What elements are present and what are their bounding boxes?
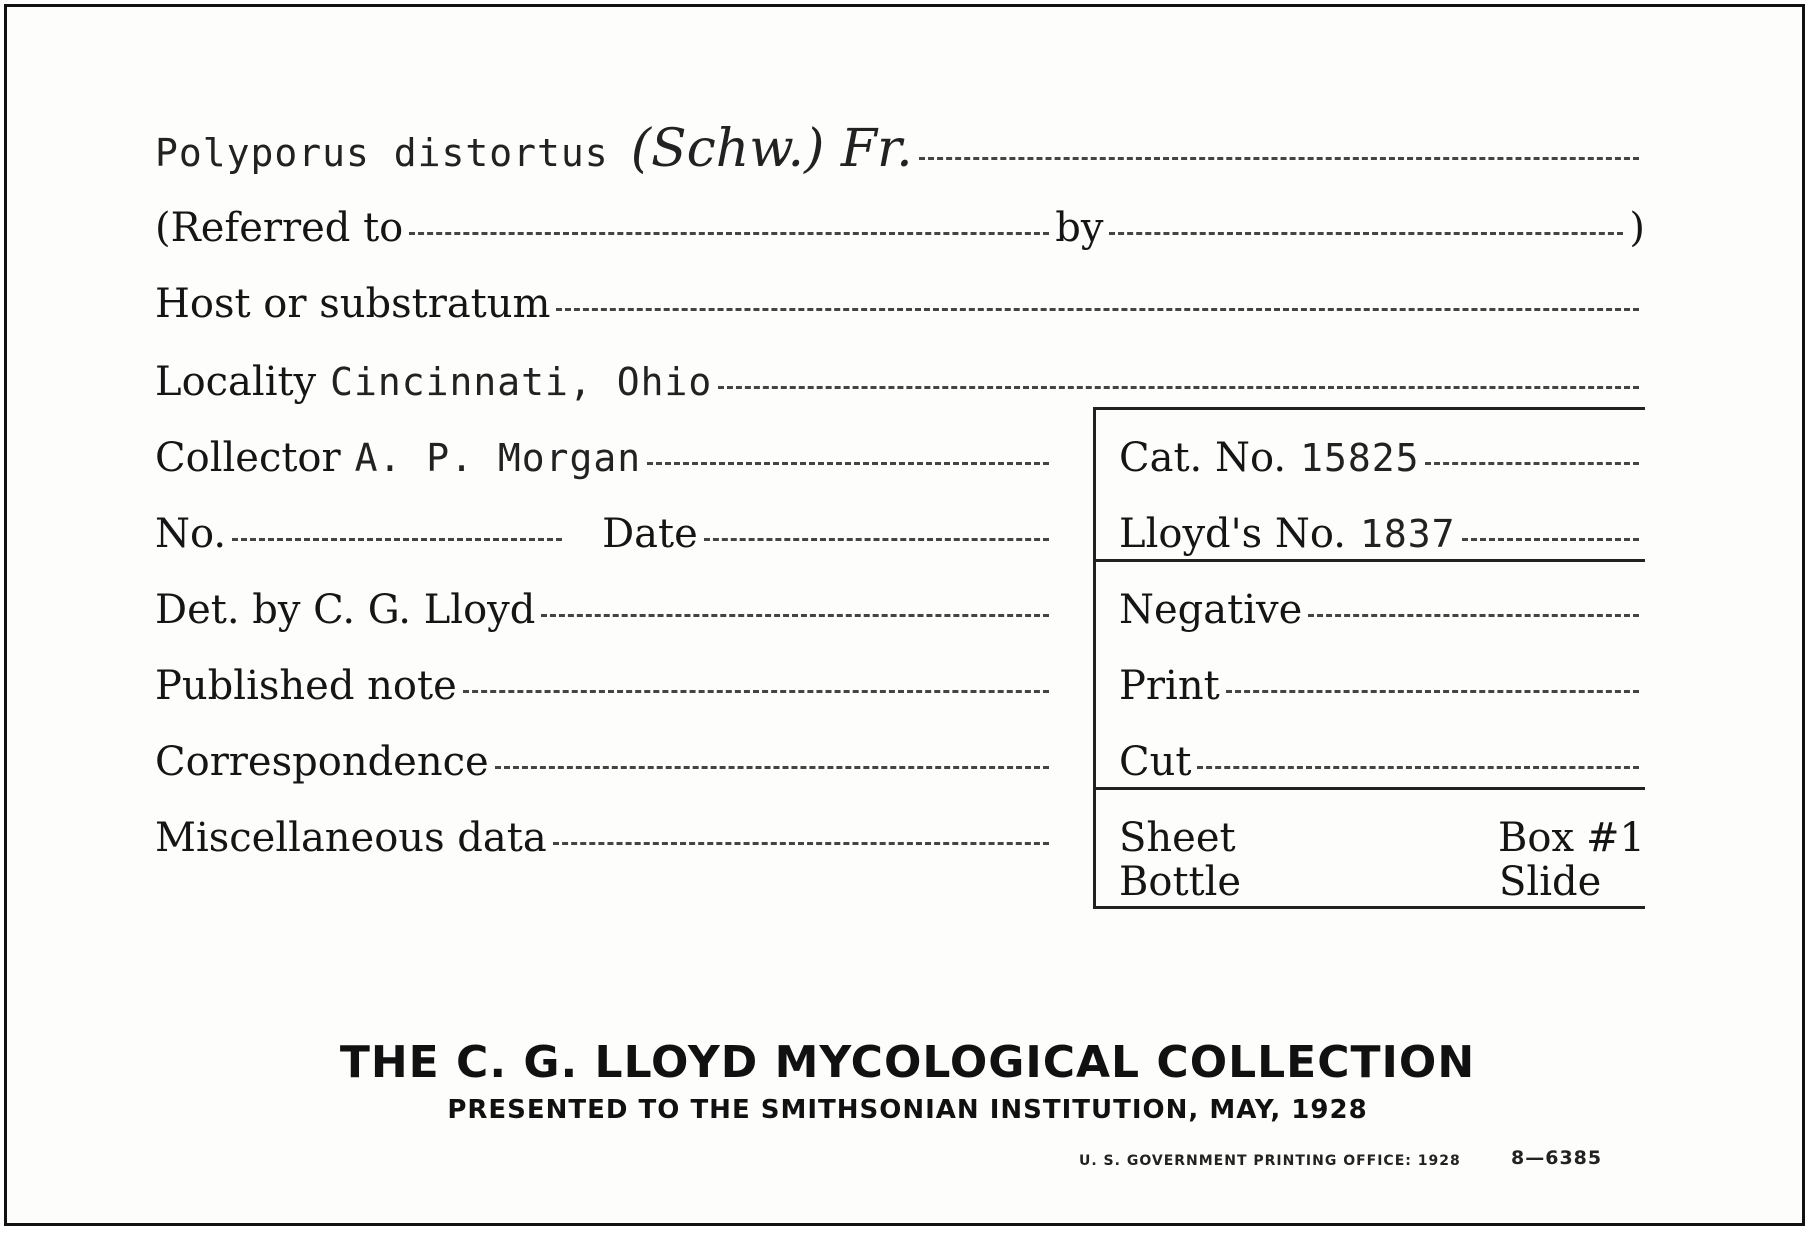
- printer-imprint: U. S. GOVERNMENT PRINTING OFFICE: 1928: [1079, 1153, 1461, 1169]
- cat-row: [1119, 435, 1645, 481]
- lloyd-line: [1462, 538, 1640, 541]
- locality-value: Cincinnati, Ohio: [330, 360, 713, 404]
- cut-label: Cut: [1119, 739, 1192, 785]
- box-divider-2: [1093, 787, 1645, 790]
- cut-row: [1119, 739, 1645, 785]
- collection-subtitle: PRESENTED TO THE SMITHSONIAN INSTITUTION, MAY, 1928: [447, 1095, 1368, 1125]
- correspondence-label: Correspondence: [155, 739, 489, 785]
- sheet-label: Sheet: [1119, 815, 1236, 861]
- no-label: No.: [155, 511, 227, 557]
- published-row: [155, 663, 1055, 709]
- collector-row: [155, 435, 1055, 481]
- species-row: [155, 119, 1645, 179]
- box-top-border: [1093, 407, 1645, 410]
- collection-title: THE C. G. LLOYD MYCOLOGICAL COLLECTION: [339, 1037, 1476, 1088]
- cat-label: Cat. No.: [1119, 435, 1287, 481]
- locality-line: [718, 386, 1639, 389]
- box-value: #1: [1586, 815, 1645, 861]
- box-left-border: [1093, 407, 1096, 909]
- det-by-label: Det. by C. G. Lloyd: [155, 587, 536, 633]
- by-line: [1109, 232, 1623, 235]
- form-number: 8—6385: [1511, 1147, 1603, 1169]
- published-line: [463, 690, 1049, 693]
- cat-line: [1425, 462, 1639, 465]
- misc-row: [155, 815, 1055, 861]
- print-line: [1226, 690, 1639, 693]
- negative-line: [1308, 614, 1639, 617]
- lloyd-label: Lloyd's No.: [1119, 511, 1346, 557]
- referred-row: [155, 205, 1645, 251]
- locality-row: [155, 359, 1645, 405]
- box-bottom-border: [1093, 906, 1645, 909]
- collector-label: Collector: [155, 435, 341, 481]
- close-paren: ): [1629, 205, 1645, 251]
- print-label: Print: [1119, 663, 1220, 709]
- no-date-row: [155, 511, 1055, 557]
- misc-label: Miscellaneous data: [155, 815, 547, 861]
- cat-value: 15825: [1300, 436, 1420, 480]
- bottle-row: [1119, 859, 1645, 905]
- cut-line: [1197, 766, 1639, 769]
- box-divider-1: [1093, 559, 1645, 562]
- date-label: Date: [602, 511, 698, 557]
- host-line: [556, 308, 1639, 311]
- sheet-row: [1119, 815, 1645, 861]
- print-row: [1119, 663, 1645, 709]
- published-note-label: Published note: [155, 663, 457, 709]
- negative-row: [1119, 587, 1645, 633]
- referred-to-label: (Referred to: [155, 205, 404, 251]
- referred-to-line: [409, 232, 1049, 235]
- locality-label: Locality: [155, 359, 317, 405]
- negative-label: Negative: [1119, 587, 1303, 633]
- by-label: by: [1055, 205, 1104, 251]
- lloyd-value: 1837: [1359, 512, 1456, 556]
- det-line: [541, 614, 1049, 617]
- host-row: [155, 281, 1645, 327]
- host-label: Host or substratum: [155, 281, 551, 327]
- correspondence-line: [495, 766, 1049, 769]
- species-typed: Polyporus distortus: [155, 131, 609, 175]
- correspondence-row: [155, 739, 1055, 785]
- box-label: Box: [1497, 815, 1575, 861]
- misc-line: [553, 842, 1049, 845]
- collector-line: [647, 462, 1049, 465]
- collector-value: A. P. Morgan: [354, 436, 642, 480]
- det-row: [155, 587, 1055, 633]
- lloyd-row: [1119, 511, 1645, 557]
- no-line: [232, 538, 562, 541]
- specimen-card: [4, 4, 1805, 1226]
- date-line: [704, 538, 1049, 541]
- slide-label: Slide: [1499, 859, 1602, 905]
- species-handwritten: (Schw.) Fr.: [630, 119, 913, 179]
- species-line: [919, 157, 1639, 160]
- bottle-label: Bottle: [1119, 859, 1242, 905]
